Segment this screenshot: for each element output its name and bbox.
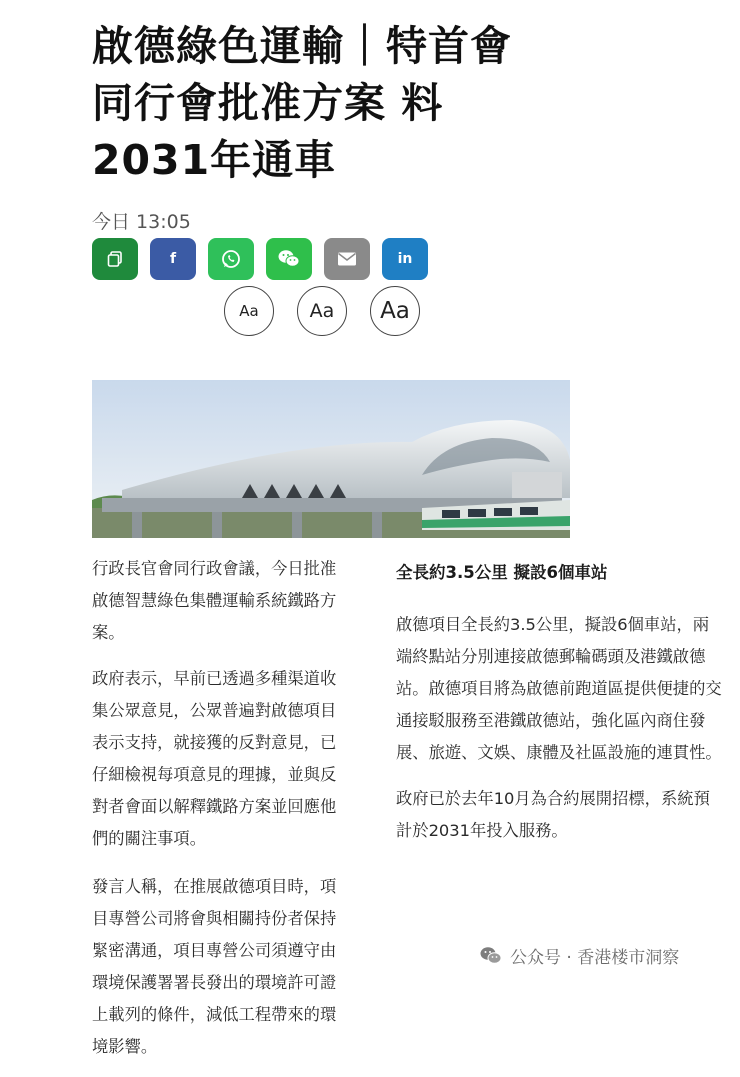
article-body-right: [396, 557, 722, 861]
paragraph: 行政長官會同行政會議，今日批准啟德智慧綠色集體運輸系統鐵路方案。: [92, 559, 337, 642]
paragraph: 發言人稱，在推展啟德項目時，項目專營公司將會與相關持份者保持緊密溝通，項目專營公司須遵守由環境保護署署長發出的環境許可證上載列的條件，減低工程帶來的環境影響。: [92, 877, 337, 1056]
linkedin-icon: in: [397, 251, 413, 267]
wechat-icon: [277, 248, 301, 270]
paragraph: 政府表示，早前已透過多種渠道收集公眾意見，公眾普遍對啟德項目表示支持，就接獲的反對意見，已仔細檢視每項意見的理據，並與反對者會面以解釋鐵路方案並回應他們的關注事項。: [92, 669, 337, 848]
article-body-left: [92, 553, 344, 1077]
font-size-medium-button[interactable]: Aa: [297, 286, 347, 336]
hero-image: [92, 380, 570, 538]
watermark-text: 公众号 · 香港楼市洞察: [510, 948, 680, 968]
copy-icon: [106, 250, 124, 268]
font-size-small-button[interactable]: Aa: [224, 286, 274, 336]
copy-link-button[interactable]: [92, 238, 138, 280]
wechat-watermark-icon: [478, 945, 504, 967]
publish-time: 今日 13:05: [92, 211, 191, 233]
title-line-3: 2031年通車: [92, 136, 337, 184]
title-line-2: 同行會批准方案 料: [92, 79, 444, 127]
email-icon: [337, 251, 357, 267]
facebook-icon: f: [169, 251, 177, 267]
linkedin-share-button[interactable]: [382, 238, 428, 280]
title-line-1: 啟德綠色運輸｜特首會: [92, 22, 512, 70]
email-share-button[interactable]: [324, 238, 370, 280]
wechat-share-button[interactable]: [266, 238, 312, 280]
whatsapp-share-button[interactable]: [208, 238, 254, 280]
source-watermark: [478, 943, 679, 968]
facebook-share-button[interactable]: [150, 238, 196, 280]
section-subheading: 全長約3.5公里 擬設6個車站: [396, 563, 608, 582]
font-size-controls: [224, 286, 420, 336]
share-bar: [92, 238, 428, 280]
paragraph: 政府已於去年10月為合約展開招標，系統預計於2031年投入服務。: [396, 789, 710, 840]
article-title: [92, 18, 652, 189]
font-size-large-button[interactable]: Aa: [370, 286, 420, 336]
whatsapp-icon: [220, 248, 242, 270]
paragraph: 啟德項目全長約3.5公里，擬設6個車站，兩端終點站分別連接啟德郵輪碼頭及港鐵啟德站。啟德項目將為啟德前跑道區提供便捷的交通接駁服務至港鐵啟德站，強化區內商住發展、旅遊、文娛、康體及社區設施的連貫性。: [396, 615, 722, 762]
